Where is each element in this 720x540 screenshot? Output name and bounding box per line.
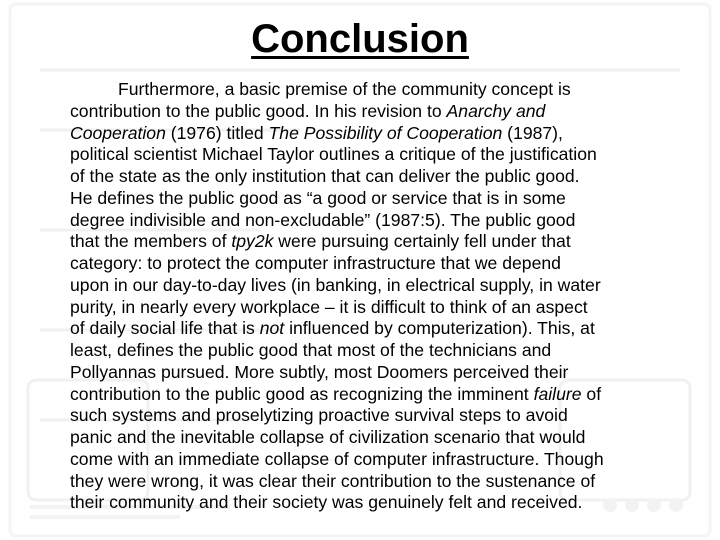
text-run: He defines the public good as “a good or service that is in some [70,187,566,208]
paragraph-line [70,449,682,471]
text-run: political scientist Michael Taylor outlines a critique of the justification [70,144,597,165]
italic-text-run: failure [533,383,582,404]
paragraph-line [70,144,682,166]
italic-text-run: not [259,318,285,339]
paragraph-line [70,231,682,253]
paragraph-line [70,275,682,297]
paragraph-line [70,362,682,384]
text-run: Furthermore, a basic premise of the community concept is [118,79,571,99]
paragraph-line [70,166,682,188]
paragraph-line [70,253,682,275]
slide-title: Conclusion [251,17,469,61]
italic-text-run: Anarchy and [446,100,546,121]
paragraph-line [70,492,682,514]
text-run: contribution to the public good. In his revision to [70,100,447,121]
text-run: their community and their society was genuinely felt and received. [70,492,583,513]
text-run: degree indivisible and non-excludable” (1987:5). The public good [70,209,576,230]
text-run: such systems and proselytizing proactive survival steps to avoid [70,405,568,426]
text-run: were pursuing certainly fell under that [273,231,571,252]
paragraph-line [70,188,682,210]
text-run: of [581,383,602,404]
text-run: purity, in nearly every workplace – it is difficult to think of an aspect [70,296,588,317]
paragraph-line [70,101,682,123]
text-run: of daily social life that is [70,318,260,339]
italic-text-run: Cooperation [70,122,166,143]
text-run: come with an immediate collapse of computer infrastructure. Though [70,448,604,469]
paragraph-line [70,384,682,406]
paragraph-line [70,297,682,319]
paragraph-line [70,471,682,493]
text-run: (1976) titled [165,122,269,143]
text-run: category: to protect the computer infrastructure that we depend [70,253,561,273]
text-run: (1987), [502,122,563,143]
paragraph-line [70,340,682,362]
italic-text-run: tpy2k [231,231,274,252]
text-run: Pollyannas pursued. More subtly, most Doomers perceived their [70,361,569,382]
text-run: that the members of [70,231,232,252]
paragraph-line [70,79,682,101]
paragraph-line [70,427,682,449]
paragraph-line [70,210,682,232]
body-paragraph [70,79,682,514]
text-run: they were wrong, it was clear their contribution to the sustenance of [70,470,596,491]
paragraph-line [70,318,682,340]
italic-text-run: The Possibility of Cooperation [268,122,503,143]
paragraph-line [70,405,682,427]
text-run: least, defines the public good that most of the technicians and [70,340,552,360]
text-run: panic and the inevitable collapse of civilization scenario that would [70,427,586,447]
text-run: upon in our day-to-day lives (in banking, in electrical supply, in water [70,274,601,295]
text-run: contribution to the public good as recognizing the imminent [70,383,534,404]
text-run: influenced by computerization). This, at [284,318,595,339]
text-run: of the state as the only institution that can deliver the public good. [70,166,580,186]
paragraph-line [70,123,682,145]
